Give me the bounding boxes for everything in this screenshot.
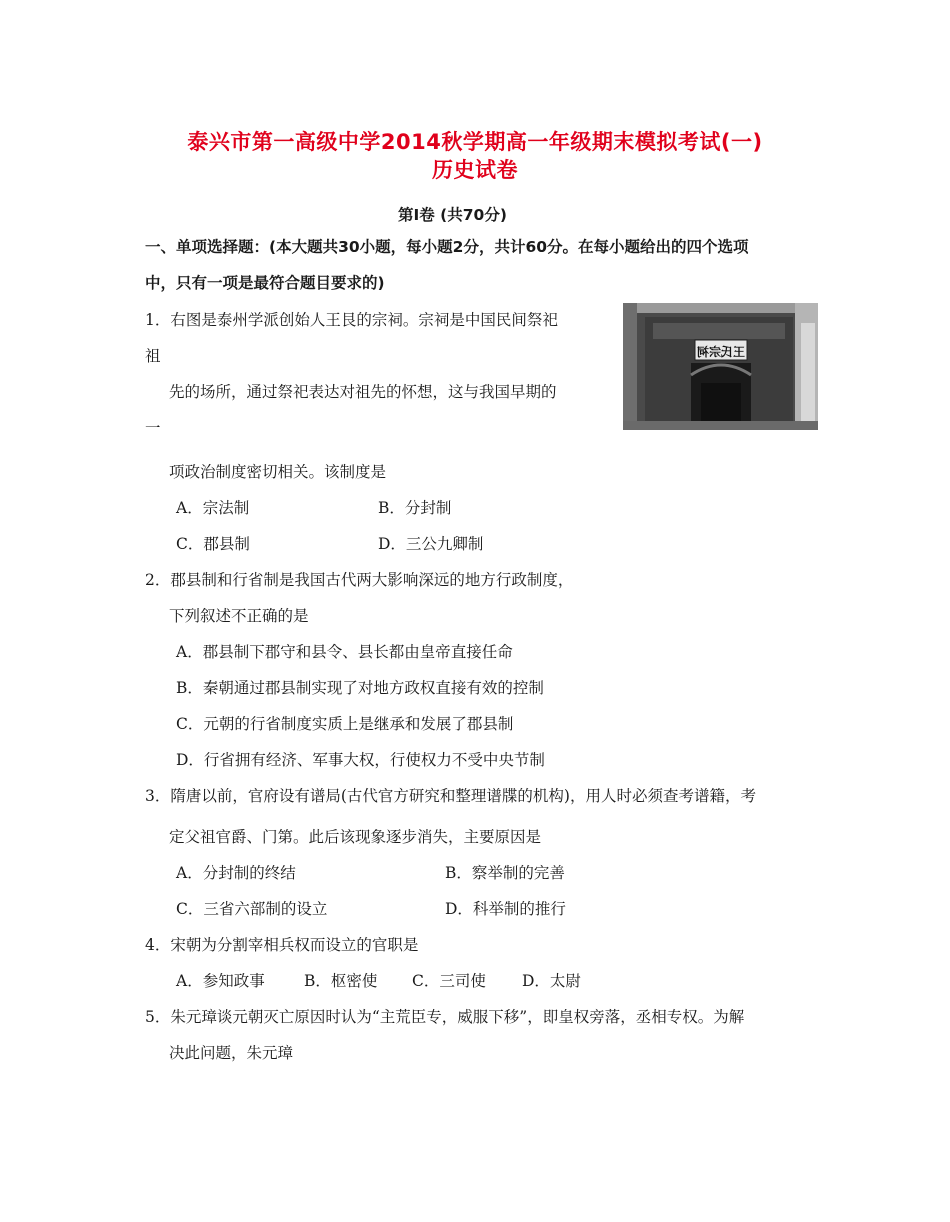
q5-line-1: 5．朱元璋谈元朝灭亡原因时认为“主荒臣专，威服下移”，即皇权旁落，丞相专权。为解	[145, 1008, 745, 1026]
q1-option-b: B．分封制	[378, 499, 452, 517]
q2-line-2: 下列叙述不正确的是	[169, 607, 309, 625]
exam-title: 泰兴市第一高级中学2014秋学期高一年级期末模拟考试(一)	[187, 130, 763, 154]
q3-line-2: 定父祖官爵、门第。此后该现象逐步消失，主要原因是	[169, 828, 542, 846]
q3-line-1: 3．隋唐以前，官府设有谱局(古代官方研究和整理谱牒的机构)，用人时必须查考谱籍，考	[145, 787, 756, 805]
ancestral-hall-photo	[623, 303, 818, 430]
q1-option-d: D．三公九卿制	[378, 535, 484, 553]
q1-line-4: 一	[145, 419, 161, 437]
q3-option-c: C．三省六部制的设立	[176, 900, 328, 918]
q3-option-a: A．分封制的终结	[176, 864, 296, 882]
q3-option-b: B．察举制的完善	[445, 864, 565, 882]
q4-option-b: B．枢密使	[304, 972, 378, 990]
q1-line-5: 项政治制度密切相关。该制度是	[169, 463, 387, 481]
ancestral-hall-image	[623, 303, 818, 430]
q5-line-2: 决此问题，朱元璋	[169, 1044, 294, 1062]
q4-option-a: A．参知政事	[176, 972, 265, 990]
q2-option-d: D．行省拥有经济、军事大权，行使权力不受中央节制	[176, 751, 545, 769]
q4-option-c: C．三司使	[412, 972, 486, 990]
q1-line-3: 先的场所，通过祭祀表达对祖先的怀想，这与我国早期的	[169, 383, 557, 401]
exam-subject: 历史试卷	[432, 158, 518, 182]
q1-line-1: 1．右图是泰州学派创始人王艮的宗祠。宗祠是中国民间祭祀	[145, 311, 558, 329]
q2-option-a: A．郡县制下郡守和县令、县长都由皇帝直接任命	[176, 643, 513, 661]
q1-option-a: A．宗法制	[176, 499, 250, 517]
instructions-line-1: 一、单项选择题：(本大题共30小题，每小题2分，共计60分。在每小题给出的四个选项	[145, 238, 749, 256]
q2-option-b: B．秦朝通过郡县制实现了对地方政权直接有效的控制	[176, 679, 544, 697]
q4-line-1: 4．宋朝为分割宰相兵权而设立的官职是	[145, 936, 419, 954]
q2-option-c: C．元朝的行省制度实质上是继承和发展了郡县制	[176, 715, 514, 733]
q1-line-2: 祖	[145, 347, 161, 365]
photo-sign-text: 王氏宗祠	[697, 345, 746, 359]
section-heading: 第Ⅰ卷 (共70分)	[398, 206, 507, 224]
instructions-line-2: 中，只有一项是最符合题目要求的)	[145, 274, 385, 292]
q4-option-d: D．太尉	[522, 972, 581, 990]
q1-option-c: C．郡县制	[176, 535, 250, 553]
q3-option-d: D．科举制的推行	[445, 900, 566, 918]
q2-line-1: 2．郡县制和行省制是我国古代两大影响深远的地方行政制度，	[145, 571, 574, 589]
